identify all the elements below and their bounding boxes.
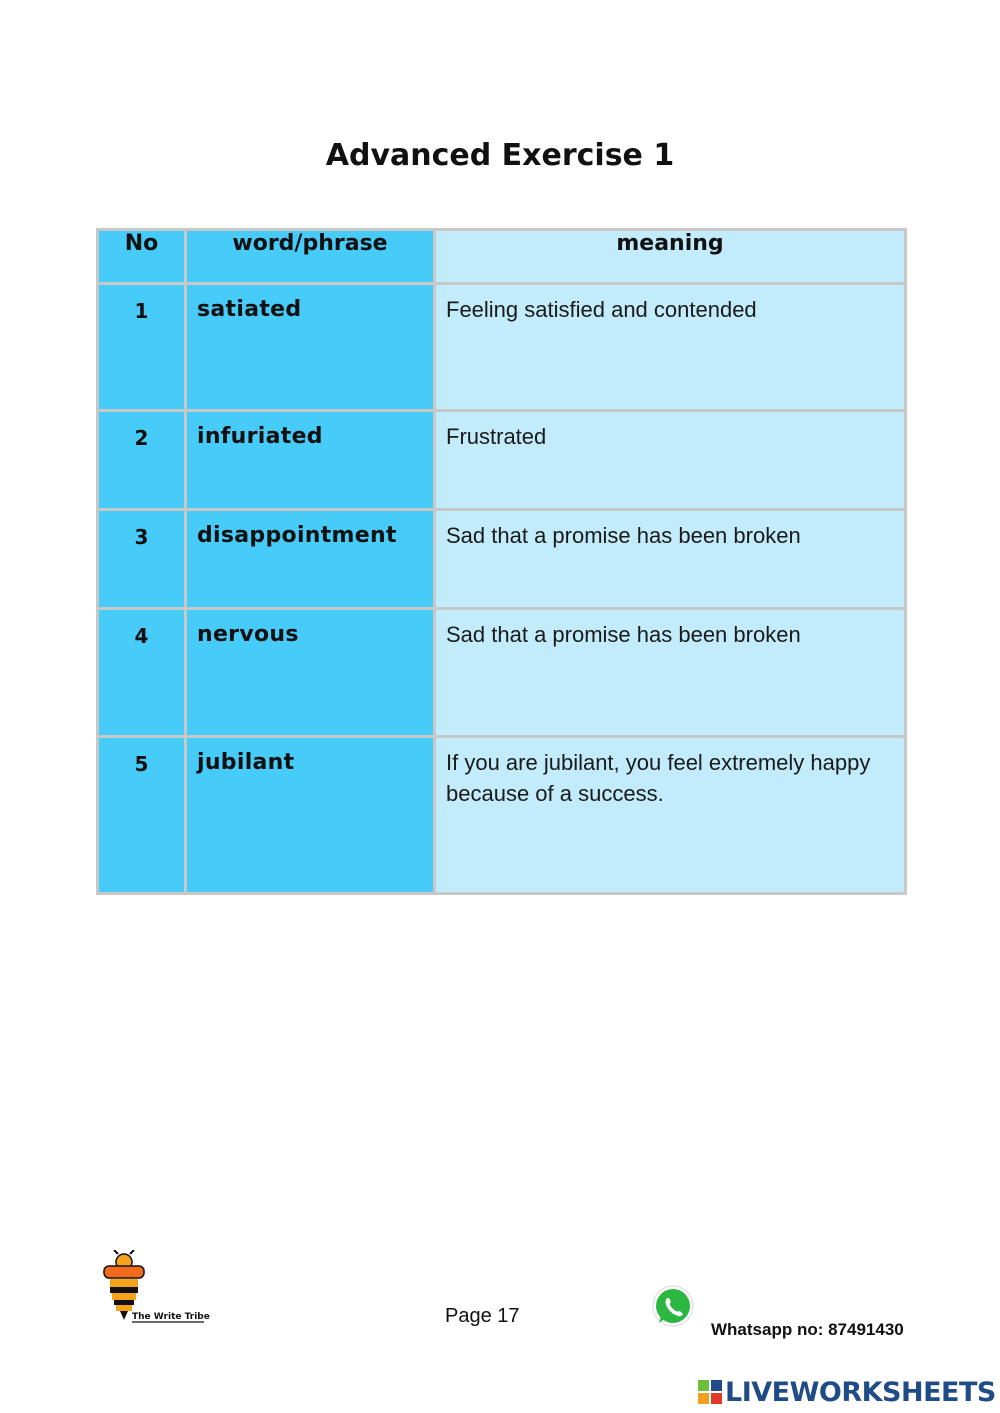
page-number: Page 17 (445, 1305, 520, 1327)
header-no: No (98, 230, 186, 284)
vocabulary-table (96, 228, 907, 895)
row-word: infuriated (186, 411, 435, 510)
liveworksheets-logo-icon (698, 1380, 722, 1404)
table-header-row (98, 230, 906, 284)
row-word: nervous (186, 609, 435, 737)
row-number: 2 (98, 411, 186, 510)
row-word: jubilant (186, 737, 435, 894)
row-meaning: Feeling satisfied and contended (435, 284, 906, 411)
table-row (98, 609, 906, 737)
table-row (98, 737, 906, 894)
row-number: 5 (98, 737, 186, 894)
header-meaning: meaning (435, 230, 906, 284)
logo-text: The Write Tribe (132, 1312, 210, 1322)
row-word: disappointment (186, 510, 435, 609)
table-row (98, 411, 906, 510)
liveworksheets-watermark (698, 1374, 996, 1410)
whatsapp-number: Whatsapp no: 87491430 (711, 1320, 904, 1339)
row-word: satiated (186, 284, 435, 411)
header-word: word/phrase (186, 230, 435, 284)
row-meaning: Frustrated (435, 411, 906, 510)
page-title: Advanced Exercise 1 (325, 138, 675, 173)
write-tribe-bee-logo (100, 1250, 210, 1328)
row-number: 4 (98, 609, 186, 737)
row-meaning: Sad that a promise has been broken (435, 609, 906, 737)
liveworksheets-text: LIVEWORKSHEETS (725, 1376, 996, 1408)
row-meaning: If you are jubilant, you feel extremely happy because of a success. (435, 737, 906, 894)
row-number: 3 (98, 510, 186, 609)
table-row (98, 510, 906, 609)
row-number: 1 (98, 284, 186, 411)
whatsapp-icon (650, 1284, 696, 1330)
row-meaning: Sad that a promise has been broken (435, 510, 906, 609)
table-row (98, 284, 906, 411)
